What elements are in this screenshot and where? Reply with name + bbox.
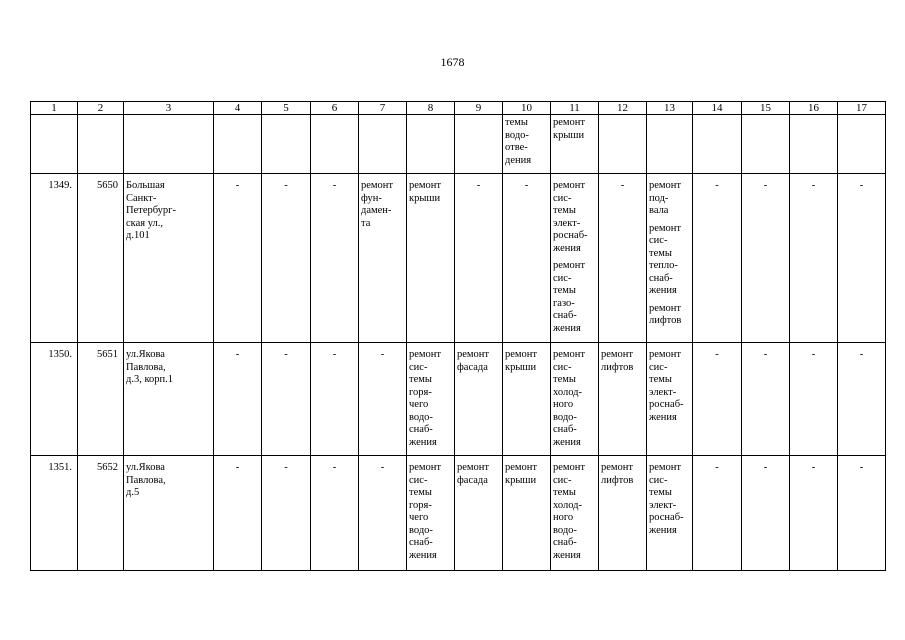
building-id: 5652 [78, 456, 124, 571]
empty-cell [31, 115, 78, 174]
work-type-cell: ремонт крыши [503, 456, 551, 571]
work-type-cell [551, 174, 599, 343]
dash-cell: - [693, 343, 742, 456]
empty-cell [78, 115, 124, 174]
dash-cell: - [742, 343, 790, 456]
work-type-entry: ремонт сис- темы тепло- снаб- жения [649, 222, 682, 296]
column-header: 12 [599, 102, 647, 115]
empty-cell [311, 115, 359, 174]
column-header: 6 [311, 102, 359, 115]
dash-cell: - [503, 174, 551, 343]
work-type-cell: ремонт фасада [455, 343, 503, 456]
work-type-cell: темы водо- отве- дения [503, 115, 551, 174]
work-type-cell: ремонт сис- темы холод- ного водо- снаб- жения [551, 456, 599, 571]
dash-cell: - [455, 174, 503, 343]
column-header: 4 [214, 102, 262, 115]
column-header: 13 [647, 102, 693, 115]
column-header: 17 [838, 102, 886, 115]
dash-cell: - [359, 456, 407, 571]
empty-cell [599, 115, 647, 174]
dash-cell: - [838, 343, 886, 456]
work-type-cell: ремонт крыши [407, 174, 455, 343]
dash-cell: - [262, 174, 311, 343]
dash-cell: - [790, 456, 838, 571]
dash-cell: - [838, 174, 886, 343]
work-type-cell: ремонт сис- темы элект- роснаб- жения [647, 343, 693, 456]
dash-cell: - [742, 174, 790, 343]
column-number-row [31, 102, 886, 115]
work-type-entry: ремонт лифтов [649, 302, 682, 326]
work-type-entry: ремонт сис- темы газо- снаб- жения [553, 260, 586, 334]
column-header: 11 [551, 102, 599, 115]
continuation-row [31, 115, 886, 174]
dash-cell: - [214, 343, 262, 456]
dash-cell: - [359, 343, 407, 456]
column-header: 16 [790, 102, 838, 115]
dash-cell: - [790, 174, 838, 343]
repair-schedule-table [30, 101, 886, 571]
empty-cell [124, 115, 214, 174]
empty-cell [455, 115, 503, 174]
address-cell: Большая Санкт- Петербург- ская ул., д.101 [124, 174, 214, 343]
dash-cell: - [262, 456, 311, 571]
work-type-cell: ремонт сис- темы горя- чего водо- снаб- жения [407, 456, 455, 571]
dash-cell: - [599, 174, 647, 343]
page-number: 1678 [440, 55, 465, 69]
work-type-cell: ремонт сис- темы холод- ного водо- снаб- жения [551, 343, 599, 456]
dash-cell: - [838, 456, 886, 571]
dash-cell: - [311, 174, 359, 343]
empty-cell [742, 115, 790, 174]
address-cell: ул.Якова Павлова, д.5 [124, 456, 214, 571]
dash-cell: - [311, 456, 359, 571]
column-header: 3 [124, 102, 214, 115]
empty-cell [693, 115, 742, 174]
work-type-cell: ремонт лифтов [599, 343, 647, 456]
empty-cell [838, 115, 886, 174]
building-id: 5651 [78, 343, 124, 456]
dash-cell: - [790, 343, 838, 456]
dash-cell: - [311, 343, 359, 456]
column-header: 1 [31, 102, 78, 115]
work-type-cell: ремонт фасада [455, 456, 503, 571]
table-row [31, 343, 886, 456]
column-header: 10 [503, 102, 551, 115]
table-row [31, 174, 886, 343]
dash-cell: - [693, 174, 742, 343]
work-type-cell: ремонт крыши [503, 343, 551, 456]
empty-cell [790, 115, 838, 174]
table-row [31, 456, 886, 571]
work-type-entry: ремонт сис- темы элект- роснаб- жения [553, 180, 588, 254]
empty-cell [359, 115, 407, 174]
work-type-cell: ремонт крыши [551, 115, 599, 174]
column-header: 2 [78, 102, 124, 115]
row-number: 1349. [31, 174, 78, 343]
column-header: 8 [407, 102, 455, 115]
dash-cell: - [742, 456, 790, 571]
work-type-cell: ремонт сис- темы элект- роснаб- жения [647, 456, 693, 571]
work-type-entry: ремонт под- вала [649, 180, 682, 216]
column-header: 14 [693, 102, 742, 115]
dash-cell: - [693, 456, 742, 571]
address-cell: ул.Якова Павлова, д.3, корп.1 [124, 343, 214, 456]
column-header: 5 [262, 102, 311, 115]
dash-cell: - [214, 456, 262, 571]
dash-cell: - [214, 174, 262, 343]
work-type-cell: ремонт фун- дамен- та [359, 174, 407, 343]
empty-cell [647, 115, 693, 174]
empty-cell [407, 115, 455, 174]
work-type-cell: ремонт сис- темы горя- чего водо- снаб- жения [407, 343, 455, 456]
column-header: 9 [455, 102, 503, 115]
row-number: 1350. [31, 343, 78, 456]
row-number: 1351. [31, 456, 78, 571]
building-id: 5650 [78, 174, 124, 343]
dash-cell: - [262, 343, 311, 456]
empty-cell [214, 115, 262, 174]
work-type-cell: ремонт лифтов [599, 456, 647, 571]
column-header: 15 [742, 102, 790, 115]
empty-cell [262, 115, 311, 174]
column-header: 7 [359, 102, 407, 115]
work-type-cell [647, 174, 693, 343]
